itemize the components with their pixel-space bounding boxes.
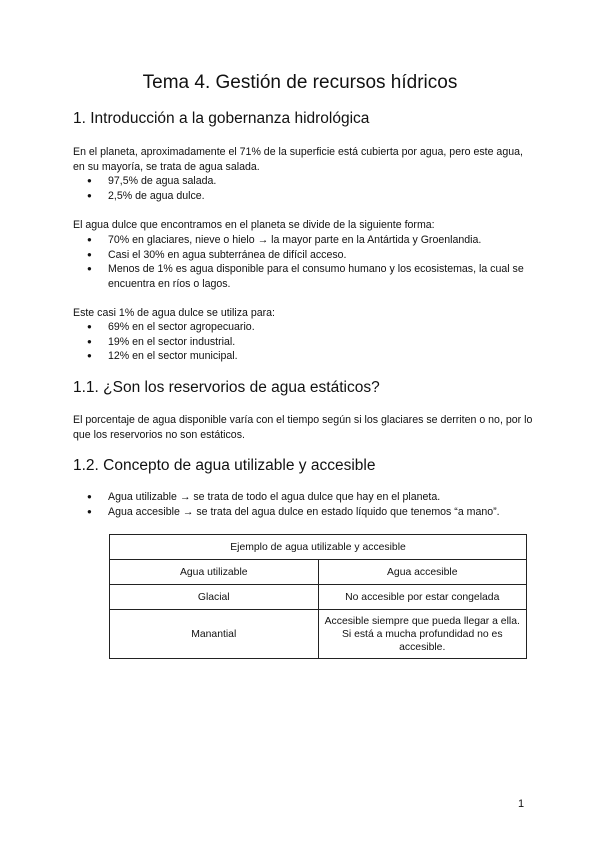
page-number: 1 bbox=[518, 798, 525, 810]
table-cell: Accesible siempre que pueda llegar a ella. Si está a mucha profundidad no es accesible. bbox=[318, 610, 527, 659]
table-row bbox=[110, 610, 527, 659]
paragraph-reservoirs: El porcentaje de agua disponible varía con el tiempo según si los glaciares se derriten o no, por lo que los reservorios no son estáticos. bbox=[73, 414, 533, 441]
list-item: ● 12% en el sector municipal. bbox=[73, 349, 533, 364]
table-cell: Manantial bbox=[110, 610, 319, 659]
paragraph-usage: Este casi 1% de agua dulce se utiliza para: bbox=[73, 307, 275, 319]
section-heading-1-2: 1.2. Concepto de agua utilizable y accesible bbox=[73, 457, 376, 474]
table-header-cell: Agua accesible bbox=[318, 560, 527, 585]
paragraph-freshwater: El agua dulce que encontramos en el planeta se divide de la siguiente forma: bbox=[73, 219, 435, 231]
table-header-cell: Agua utilizable bbox=[110, 560, 319, 585]
table-header-row bbox=[110, 560, 527, 585]
table-cell: Glacial bbox=[110, 585, 319, 610]
list-item: ● Casi el 30% en agua subterránea de difícil acceso. bbox=[73, 248, 533, 263]
table-caption: Ejemplo de agua utilizable y accesible bbox=[110, 535, 527, 560]
table-cell: No accesible por estar congelada bbox=[318, 585, 527, 610]
list-water-types bbox=[73, 174, 533, 203]
table-row bbox=[110, 585, 527, 610]
paragraph-intro: En el planeta, aproximadamente el 71% de la superficie está cubierta por agua, pero este agua, en su mayoría, se trata de agua salada. bbox=[73, 146, 523, 173]
list-item: ● 97,5% de agua salada. bbox=[73, 174, 533, 189]
list-item: ● 69% en el sector agropecuario. bbox=[73, 320, 533, 335]
list-usage-sectors bbox=[73, 320, 533, 364]
list-item: ● 19% en el sector industrial. bbox=[73, 335, 533, 350]
section-heading-1: 1. Introducción a la gobernanza hidrológica bbox=[73, 110, 370, 127]
list-freshwater-distribution bbox=[73, 233, 533, 291]
document-title: Tema 4. Gestión de recursos hídricos bbox=[142, 72, 458, 93]
example-table bbox=[109, 534, 527, 659]
list-water-concepts bbox=[73, 490, 533, 519]
section-heading-1-1: 1.1. ¿Son los reservorios de agua estáticos? bbox=[73, 379, 380, 396]
list-item: ● Agua utilizable → se trata de todo el agua dulce que hay en el planeta. bbox=[73, 490, 533, 505]
list-item: ● 2,5% de agua dulce. bbox=[73, 189, 533, 204]
table-caption-row bbox=[110, 535, 527, 560]
list-item: ● Agua accesible → se trata del agua dulce en estado líquido que tenemos “a mano”. bbox=[73, 505, 533, 520]
list-item: ● Menos de 1% es agua disponible para el consumo humano y los ecosistemas, la cual se encuentra en ríos o lagos. bbox=[73, 262, 533, 291]
list-item: ● 70% en glaciares, nieve o hielo → la mayor parte en la Antártida y Groenlandia. bbox=[73, 233, 533, 248]
